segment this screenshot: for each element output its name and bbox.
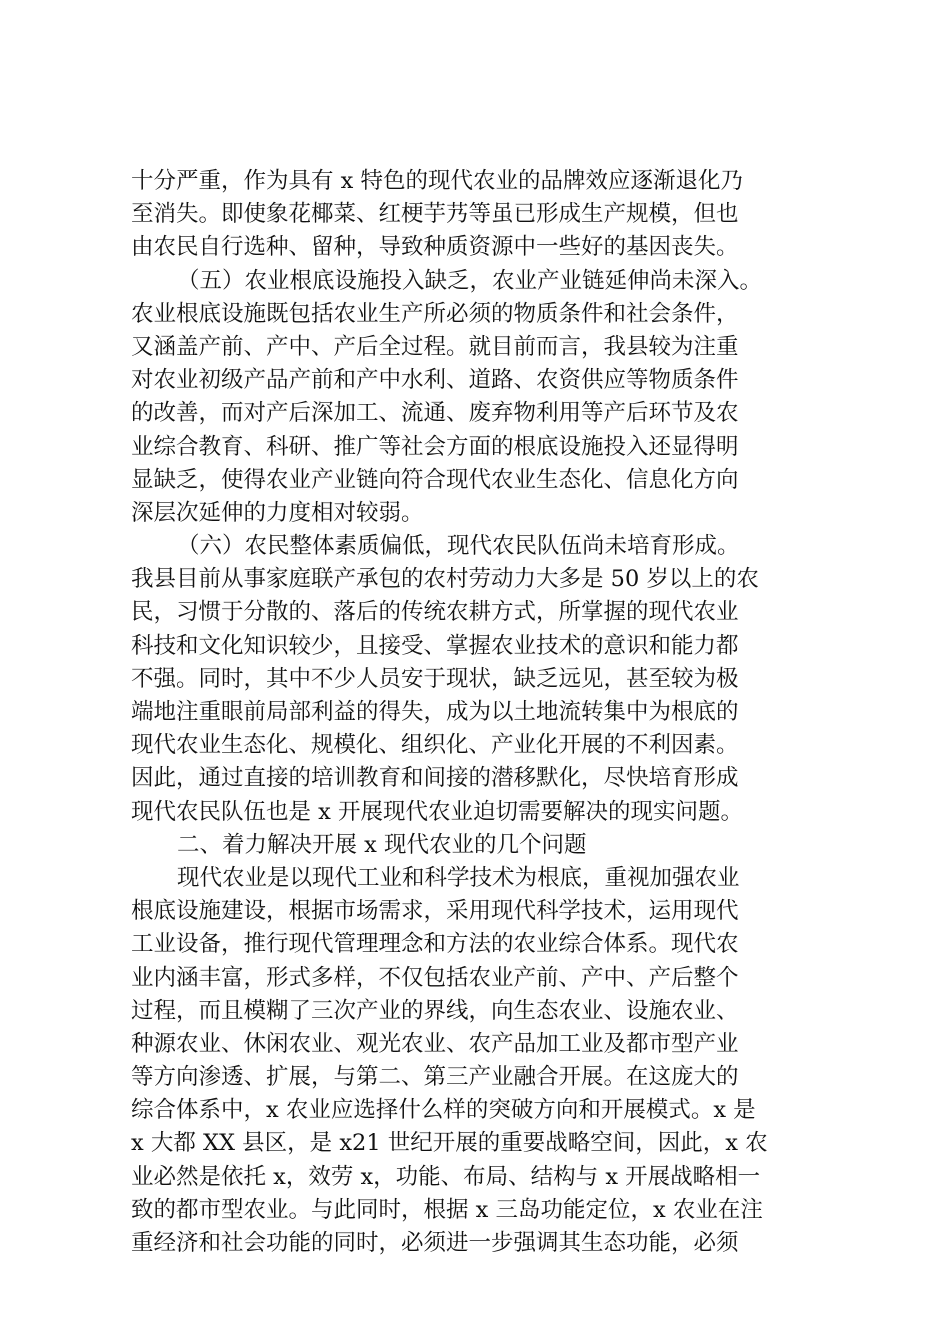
text-line: 由农民自行选种、留种，导致种质资源中一些好的基因丧失。 (131, 234, 739, 261)
text-line: 现代农民队伍也是 x 开展现代农业迫切需要解决的现实问题。 (131, 798, 743, 825)
text-line: 等方向渗透、扩展，与第二、第三产业融合开展。在这庞大的 (131, 1064, 739, 1091)
text-line: 农业根底设施既包括农业生产所必须的物质条件和社会条件， (131, 300, 739, 327)
body-text (131, 165, 831, 1260)
text-line: 的改善，而对产后深加工、流通、废弃物利用等产后环节及农 (131, 400, 739, 427)
section-heading-5: （五）农业根底设施投入缺乏，农业产业链延伸尚未深入。 (177, 267, 763, 294)
text-line: 致的都市型农业。与此同时，根据 x 三岛功能定位，x 农业在注 (131, 1196, 763, 1223)
text-line: 种源农业、休闲农业、观光农业、农产品加工业及都市型产业 (131, 1030, 739, 1057)
text-line: 深层次延伸的力度相对较弱。 (131, 499, 424, 526)
text-line: 过程，而且模糊了三次产业的界线，向生态农业、设施农业、 (131, 997, 739, 1024)
text-line: 民，习惯于分散的、落后的传统农耕方式，所掌握的现代农业 (131, 599, 739, 626)
text-line: 根底设施建设，根据市场需求，采用现代科学技术，运用现代 (131, 898, 739, 925)
text-line: 因此，通过直接的培训教育和间接的潜移默化，尽快培育形成 (131, 765, 739, 792)
text-line: 业必然是依托 x，效劳 x，功能、布局、结构与 x 开展战略相一 (131, 1163, 761, 1190)
section-heading-2: 二、着力解决开展 x 现代农业的几个问题 (177, 831, 587, 858)
text-line: 业内涵丰富，形式多样，不仅包括农业产前、产中、产后整个 (131, 964, 739, 991)
text-line: 综合体系中，x 农业应选择什么样的突破方向和开展模式。x 是 (131, 1097, 756, 1124)
text-line: 不强。同时，其中不少人员安于现状，缺乏远见，甚至较为极 (131, 665, 739, 692)
text-line: 科技和文化知识较少，且接受、掌握农业技术的意识和能力都 (131, 632, 739, 659)
text-line: 对农业初级产品产前和产中水利、道路、农资供应等物质条件 (131, 367, 739, 394)
text-line: 显缺乏，使得农业产业链向符合现代农业生态化、信息化方向 (131, 466, 739, 493)
text-line: 工业设备，推行现代管理理念和方法的农业综合体系。现代农 (131, 931, 739, 958)
text-line: x 大都 XX 县区，是 x21 世纪开展的重要战略空间，因此，x 农 (131, 1130, 768, 1157)
section-heading-6: （六）农民整体素质偏低，现代农民队伍尚未培育形成。 (177, 533, 740, 560)
text-line: 我县目前从事家庭联产承包的农村劳动力大多是 50 岁以上的农 (131, 566, 759, 593)
text-line: 重经济和社会功能的同时，必须进一步强调其生态功能，必须 (131, 1230, 739, 1256)
paragraph-start: 现代农业是以现代工业和科学技术为根底，重视加强农业 (177, 864, 740, 891)
text-line: 至消失。即使象花椰菜、红梗芋艿等虽已形成生产规模，但也 (131, 201, 739, 228)
text-line: 端地注重眼前局部利益的得失，成为以土地流转集中为根底的 (131, 699, 739, 725)
text-line: 现代农业生态化、规模化、组织化、产业化开展的不利因素。 (131, 732, 739, 759)
text-line: 业综合教育、科研、推广等社会方面的根底设施投入还显得明 (131, 433, 739, 460)
text-line: 又涵盖产前、产中、产后全过程。就目前而言，我县较为注重 (131, 333, 739, 360)
text-line: 十分严重，作为具有 x 特色的现代农业的品牌效应逐渐退化乃 (131, 168, 743, 194)
